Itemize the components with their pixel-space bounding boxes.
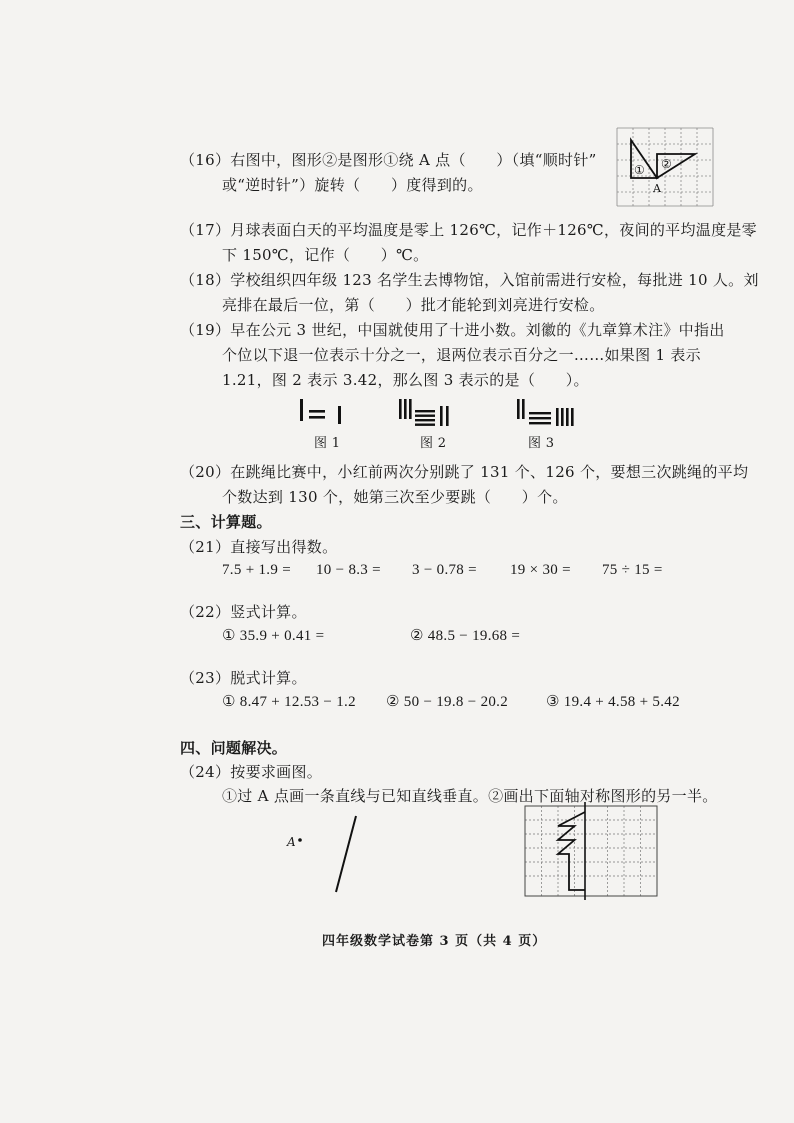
q16-label-2: ② — [661, 157, 672, 171]
section-3-title: 三、计算题。 — [180, 513, 272, 531]
q19-line1: （19）早在公元 3 世纪，中国就使用了十进小数。刘徽的《九章算术注》中指出 — [180, 321, 725, 339]
q21-item-5: 75 ÷ 15 = — [602, 562, 663, 578]
section-4-title: 四、问题解决。 — [180, 739, 288, 757]
half-figure — [558, 812, 585, 890]
q22-item-2: ② 48.5 − 19.68 = — [410, 628, 521, 644]
q23-item-3: ③ 19.4 + 4.58 + 5.42 — [546, 694, 680, 710]
page-footer: 四年级数学试卷第 3 页（共 4 页） — [322, 934, 547, 949]
fig-3-caption: 图 3 — [528, 436, 555, 451]
rod-numeral-fig-1 — [298, 398, 348, 428]
q23-item-2: ② 50 − 19.8 − 20.2 — [386, 694, 509, 710]
q24-symmetry-grid — [525, 806, 665, 906]
q16-line2: 或“逆时针”）旋转（ ）度得到的。 — [222, 176, 483, 194]
q16-line1: （16）右图中，图形②是图形①绕 A 点（ ）（填“顺时针” — [180, 151, 597, 169]
q20-line2: 个数达到 130 个，她第三次至少要跳（ ）个。 — [222, 488, 568, 506]
q16-rotation-figure — [617, 128, 717, 208]
rod-numeral-fig-3 — [515, 398, 585, 428]
q16-label-1: ① — [634, 163, 645, 177]
fig-2-caption: 图 2 — [420, 436, 447, 451]
q22-item-1: ① 35.9 + 0.41 = — [222, 628, 325, 644]
q16-point-a: A — [653, 182, 661, 195]
q22-title: （22）竖式计算。 — [180, 603, 307, 621]
q19-line3: 1.21，图 2 表示 3.42，那么图 3 表示的是（ ）。 — [222, 371, 589, 389]
q21-item-3: 3 − 0.78 = — [412, 562, 477, 578]
q18-line1: （18）学校组织四年级 123 名学生去博物馆，入馆前需进行安检，每批进 10 人。刘 — [180, 271, 759, 289]
q24-perpendicular-figure — [296, 812, 366, 897]
q23-item-1: ① 8.47 + 12.53 − 1.2 — [222, 694, 356, 710]
point-a-label: A — [287, 835, 296, 849]
q21-title: （21）直接写出得数。 — [180, 538, 338, 556]
q18-line2: 亮排在最后一位，第（ ）批才能轮到刘亮进行安检。 — [222, 296, 605, 314]
q23-title: （23）脱式计算。 — [180, 669, 307, 687]
q21-item-4: 19 × 30 = — [510, 562, 571, 578]
q24-title: （24）按要求画图。 — [180, 763, 323, 781]
fig-1-caption: 图 1 — [314, 436, 341, 451]
q24-instruction: ①过 A 点画一条直线与已知直线垂直。②画出下面轴对称图形的另一半。 — [222, 787, 718, 805]
rod-numeral-fig-2 — [397, 398, 459, 428]
q17-line1: （17）月球表面白天的平均温度是零上 126℃，记作＋126℃，夜间的平均温度是零 — [180, 221, 757, 239]
q21-item-1: 7.5 + 1.9 = — [222, 562, 291, 578]
q21-item-2: 10 − 8.3 = — [316, 562, 381, 578]
q19-line2: 个位以下退一位表示十分之一，退两位表示百分之一……如果图 1 表示 — [222, 346, 701, 364]
q20-line1: （20）在跳绳比赛中，小红前两次分别跳了 131 个、126 个，要想三次跳绳的平均 — [180, 463, 749, 481]
q17-line2: 下 150℃，记作（ ）℃。 — [222, 246, 429, 264]
